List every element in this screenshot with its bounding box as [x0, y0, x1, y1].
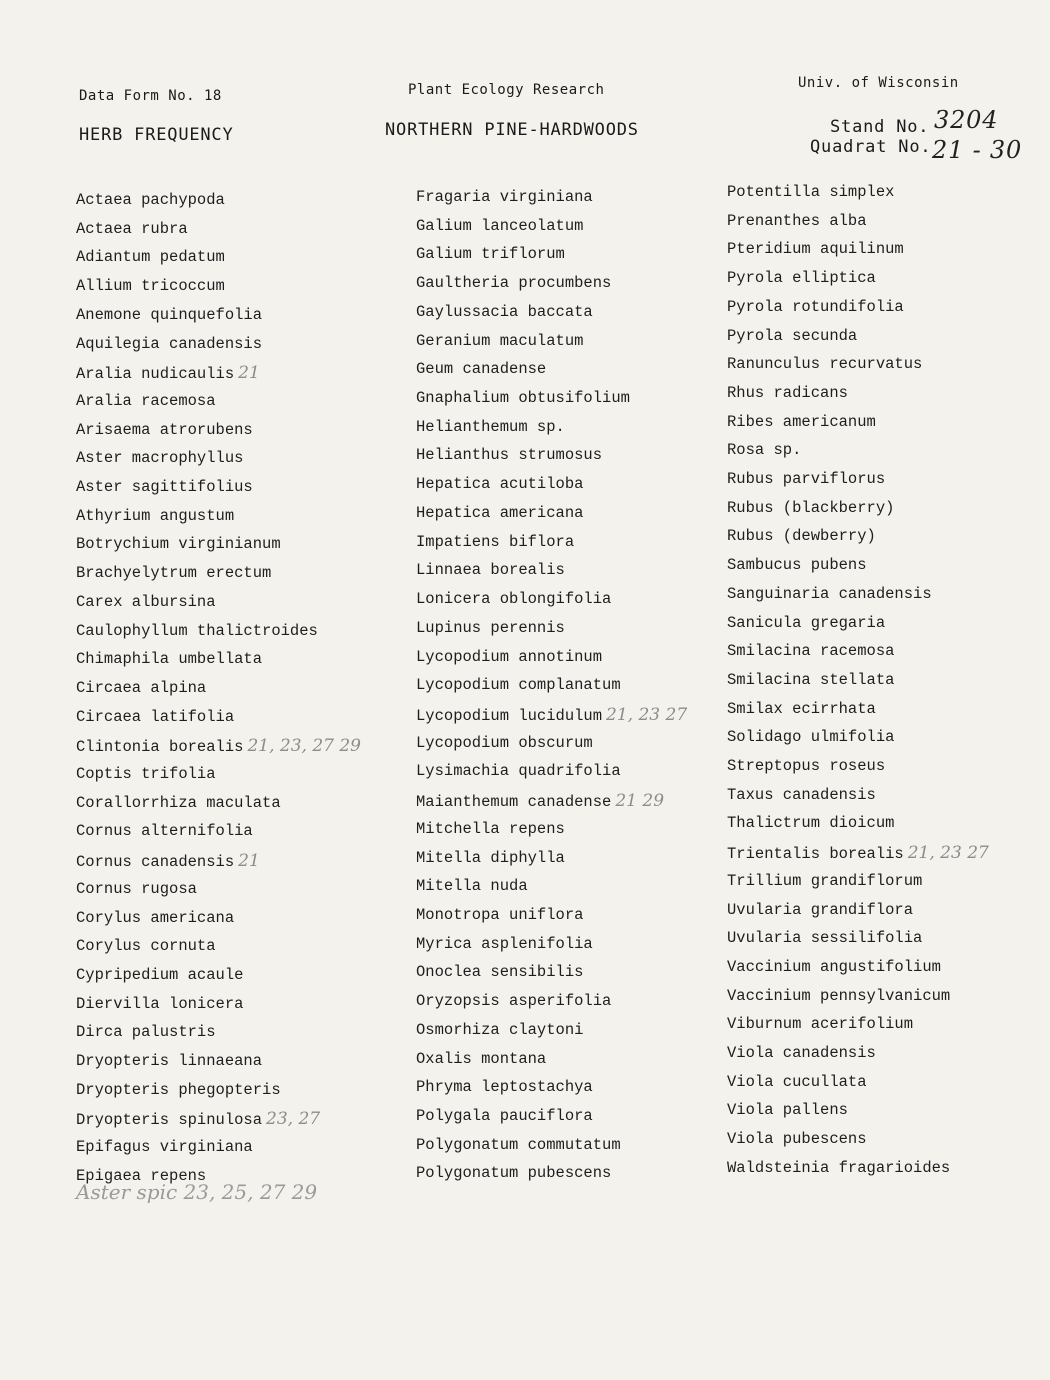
species-entry	[76, 995, 243, 1013]
species-entry	[76, 535, 281, 553]
species-name: Dirca palustris	[76, 1023, 216, 1042]
species-name: Smilacina racemosa	[727, 642, 895, 661]
species-name: Oryzopsis asperifolia	[416, 992, 612, 1011]
species-entry	[76, 880, 197, 898]
species-name: Cornus rugosa	[76, 879, 197, 898]
species-entry	[416, 963, 583, 981]
species-name: Actaea rubra	[76, 219, 188, 238]
species-name: Mitella diphylla	[416, 848, 565, 867]
species-name: Botrychium virginianum	[76, 535, 281, 554]
species-entry	[416, 418, 565, 436]
species-entry	[416, 849, 565, 867]
species-name: Cornus alternifolia	[76, 822, 253, 841]
species-entry	[727, 441, 801, 459]
species-name: Lycopodium lucidulum	[416, 706, 603, 725]
species-entry	[416, 389, 630, 407]
species-name: Chimaphila umbellata	[76, 650, 263, 669]
species-entry	[76, 277, 225, 295]
species-name: Polygala pauciflora	[416, 1107, 593, 1126]
species-name: Prenanthes alba	[727, 211, 867, 230]
species-entry	[727, 327, 857, 345]
species-name: Lycopodium obscurum	[416, 733, 593, 752]
species-entry	[76, 822, 253, 840]
species-name: Carex albursina	[76, 592, 216, 611]
species-name: Actaea pachypoda	[76, 191, 225, 209]
species-entry	[76, 708, 234, 726]
species-entry	[727, 585, 932, 603]
species-name: Rubus (blackberry)	[727, 498, 895, 517]
species-entry	[416, 1078, 593, 1096]
species-entry	[76, 1081, 281, 1099]
species-entry	[727, 183, 894, 201]
species-name: Rubus parviflorus	[727, 470, 886, 488]
species-entry	[416, 504, 583, 522]
species-name: Sanicula gregaria	[727, 613, 886, 632]
species-name: Galium triflorum	[416, 245, 565, 264]
species-entry	[76, 794, 281, 812]
species-entry	[416, 734, 593, 752]
species-entry	[76, 248, 225, 266]
species-entry	[727, 298, 904, 316]
quadrat-note: 21, 23 27	[606, 704, 688, 725]
species-entry	[416, 1136, 621, 1154]
species-entry	[76, 765, 216, 783]
species-name: Cypripedium acaule	[76, 965, 244, 984]
species-name: Brachyelytrum erectum	[76, 564, 272, 583]
species-name: Rhus radicans	[727, 383, 848, 402]
species-name: Fragaria virginiana	[416, 188, 593, 206]
species-name: Galium lanceolatum	[416, 216, 584, 235]
species-name: Viola cucullata	[727, 1072, 867, 1091]
species-name: Pyrola rotundifolia	[727, 297, 904, 316]
form-number: Data Form No. 18	[79, 88, 222, 104]
species-name: Gaylussacia baccata	[416, 302, 593, 321]
species-entry	[76, 392, 216, 410]
species-entry	[416, 360, 546, 378]
species-entry	[416, 475, 583, 493]
community-title: NORTHERN PINE-HARDWOODS	[385, 120, 639, 140]
species-entry	[727, 355, 922, 373]
species-name: Gaultheria procumbens	[416, 274, 612, 293]
species-name: Trillium grandiflorum	[727, 871, 923, 890]
species-entry	[727, 929, 922, 947]
species-name: Aquilegia canadensis	[76, 334, 263, 353]
species-entry	[727, 814, 894, 832]
species-entry	[76, 909, 234, 927]
species-name: Linnaea borealis	[416, 561, 565, 580]
handwritten-extra-species: Aster spic 23, 25, 27 29	[76, 1180, 318, 1204]
species-name: Geum canadense	[416, 360, 547, 379]
species-name: Allium tricoccum	[76, 277, 225, 296]
species-name: Circaea alpina	[76, 678, 207, 697]
species-entry	[727, 413, 876, 431]
species-entry	[76, 1109, 320, 1129]
species-name: Rubus (dewberry)	[727, 527, 876, 546]
species-name: Clintonia borealis	[76, 738, 244, 757]
species-name: Monotropa uniflora	[416, 906, 584, 924]
species-entry	[76, 937, 216, 955]
species-entry	[416, 561, 565, 579]
species-entry	[727, 872, 922, 890]
species-entry	[416, 992, 611, 1010]
species-entry	[76, 564, 271, 582]
species-name: Vaccinium pennsylvanicum	[727, 986, 951, 1005]
species-name: Ranunculus recurvatus	[727, 355, 923, 374]
species-name: Pyrola secunda	[727, 326, 858, 345]
species-entry	[727, 470, 885, 488]
species-entry	[416, 590, 611, 608]
species-entry	[727, 901, 913, 919]
species-name: Uvularia grandiflora	[727, 900, 914, 919]
species-entry	[727, 786, 876, 804]
species-name: Aralia nudicaulis	[76, 365, 235, 384]
species-name: Rosa sp.	[727, 441, 802, 460]
species-entry	[416, 791, 664, 811]
species-name: Polygonatum commutatum	[416, 1135, 621, 1154]
species-entry	[727, 499, 894, 517]
species-entry	[76, 736, 361, 756]
species-entry	[416, 648, 602, 666]
species-entry	[416, 1050, 546, 1068]
quadrat-note: 21	[238, 851, 260, 872]
species-entry	[416, 332, 583, 350]
species-entry	[416, 446, 602, 464]
species-entry	[416, 935, 593, 953]
species-name: Uvularia sessilifolia	[727, 929, 923, 948]
species-entry	[76, 851, 260, 871]
species-name: Epigaea repens	[76, 1166, 207, 1185]
species-name: Viola canadensis	[727, 1044, 876, 1062]
species-name: Lupinus perennis	[416, 618, 565, 637]
species-entry	[416, 188, 593, 206]
research-title: Plant Ecology Research	[408, 82, 605, 98]
species-entry	[76, 478, 253, 496]
species-entry	[76, 306, 262, 324]
species-entry	[727, 527, 876, 545]
species-name: Lycopodium annotinum	[416, 647, 603, 666]
species-entry	[727, 1130, 867, 1148]
species-entry	[727, 1159, 950, 1177]
species-name: Potentilla simplex	[727, 183, 895, 201]
species-entry	[727, 384, 848, 402]
species-entry	[727, 671, 894, 689]
stand-label: Stand No.	[830, 117, 930, 137]
species-name: Circaea latifolia	[76, 707, 235, 726]
species-name: Trientalis borealis	[727, 845, 904, 864]
species-name: Waldsteinia fragarioides	[727, 1158, 951, 1177]
quadrat-note: 21, 23 27	[907, 843, 989, 864]
species-name: Hepatica americana	[416, 503, 584, 522]
species-entry	[76, 622, 318, 640]
species-entry	[727, 614, 885, 632]
species-name: Helianthus strumosus	[416, 446, 603, 465]
species-name: Epifagus virginiana	[76, 1138, 253, 1157]
species-entry	[727, 728, 894, 746]
species-entry	[727, 843, 989, 863]
species-entry	[76, 593, 216, 611]
species-entry	[416, 762, 621, 780]
species-name: Hepatica acutiloba	[416, 475, 584, 494]
species-name: Aster sagittifolius	[76, 478, 253, 496]
species-name: Smilax ecirrhata	[727, 699, 876, 718]
species-entry	[76, 191, 225, 209]
quadrat-value: 21 - 30	[932, 136, 1023, 164]
species-entry	[76, 507, 234, 525]
species-entry	[76, 449, 243, 467]
species-entry	[727, 642, 894, 660]
species-name: Myrica asplenifolia	[416, 934, 593, 953]
species-entry	[76, 220, 188, 238]
quadrat-label: Quadrat No.	[810, 137, 932, 157]
species-name: Dryopteris linnaeana	[76, 1052, 263, 1070]
species-entry	[416, 1107, 593, 1125]
quadrat-note: 21, 23, 27 29	[247, 736, 361, 757]
species-entry	[76, 966, 243, 984]
species-entry	[416, 676, 621, 694]
species-name: Vaccinium angustifolium	[727, 957, 941, 976]
species-name: Gnaphalium obtusifolium	[416, 389, 630, 408]
species-entry	[727, 1101, 848, 1119]
species-entry	[727, 1044, 876, 1062]
species-entry	[416, 820, 565, 838]
species-entry	[416, 705, 687, 725]
species-entry	[727, 269, 876, 287]
species-entry	[727, 240, 904, 258]
species-entry	[76, 650, 262, 668]
species-entry	[76, 363, 260, 383]
species-entry	[416, 217, 583, 235]
species-name: Corylus americana	[76, 908, 235, 927]
species-name: Pteridium aquilinum	[727, 240, 904, 259]
species-name: Maianthemum canadense	[416, 793, 612, 812]
species-name: Helianthemum sp.	[416, 417, 565, 436]
species-entry	[727, 1015, 913, 1033]
species-name: Mitchella repens	[416, 819, 565, 838]
species-name: Viburnum acerifolium	[727, 1015, 914, 1034]
species-name: Dryopteris phegopteris	[76, 1080, 281, 1099]
species-name: Sambucus pubens	[727, 556, 867, 575]
species-name: Oxalis montana	[416, 1049, 547, 1068]
university-name: Univ. of Wisconsin	[798, 75, 959, 91]
quadrat-note: 21 29	[615, 791, 665, 812]
species-entry	[416, 1164, 611, 1182]
species-name: Phryma leptostachya	[416, 1078, 593, 1097]
species-entry	[76, 1023, 216, 1041]
species-name: Sanguinaria canadensis	[727, 584, 932, 603]
species-entry	[76, 335, 262, 353]
species-entry	[416, 533, 574, 551]
species-name: Mitella nuda	[416, 877, 528, 896]
quadrat-note: 21	[238, 363, 260, 384]
species-name: Pyrola elliptica	[727, 269, 876, 288]
species-entry	[76, 679, 206, 697]
species-entry	[76, 1052, 262, 1070]
species-name: Osmorhiza claytoni	[416, 1020, 584, 1039]
species-entry	[416, 245, 565, 263]
species-name: Cornus canadensis	[76, 853, 235, 872]
species-name: Anemone quinquefolia	[76, 305, 263, 324]
species-name: Corallorrhiza maculata	[76, 793, 281, 812]
species-entry	[727, 1073, 867, 1091]
species-entry	[416, 303, 593, 321]
species-name: Geranium maculatum	[416, 331, 584, 350]
form-title: HERB FREQUENCY	[79, 125, 234, 145]
species-entry	[416, 619, 565, 637]
species-entry	[727, 700, 876, 718]
species-name: Polygonatum pubescens	[416, 1164, 612, 1183]
species-name: Dryopteris spinulosa	[76, 1111, 263, 1130]
species-name: Lonicera oblongifolia	[416, 590, 612, 609]
stand-value: 3204	[934, 106, 999, 134]
species-name: Adiantum pedatum	[76, 248, 225, 267]
species-name: Solidago ulmifolia	[727, 728, 895, 747]
species-name: Onoclea sensibilis	[416, 963, 584, 982]
species-entry	[727, 556, 867, 574]
species-name: Aster macrophyllus	[76, 449, 244, 468]
species-name: Lysimachia quadrifolia	[416, 762, 621, 781]
species-name: Athyrium angustum	[76, 506, 235, 525]
species-entry	[727, 212, 867, 230]
species-entry	[727, 757, 885, 775]
species-entry	[416, 1021, 583, 1039]
species-name: Taxus canadensis	[727, 785, 876, 804]
species-name: Aralia racemosa	[76, 391, 216, 410]
species-entry	[416, 274, 611, 292]
species-name: Diervilla lonicera	[76, 994, 244, 1013]
quadrat-note: 23, 27	[266, 1109, 321, 1130]
species-name: Smilacina stellata	[727, 670, 895, 689]
species-name: Viola pallens	[727, 1101, 848, 1120]
species-entry	[76, 1138, 253, 1156]
species-entry	[727, 987, 950, 1005]
species-name: Streptopus roseus	[727, 757, 886, 775]
species-name: Impatiens biflora	[416, 532, 575, 551]
species-name: Viola pubescens	[727, 1130, 867, 1149]
species-name: Corylus cornuta	[76, 937, 216, 956]
species-entry	[416, 906, 583, 924]
species-entry	[727, 958, 941, 976]
species-entry	[76, 421, 253, 439]
species-name: Arisaema atrorubens	[76, 420, 253, 439]
species-name: Coptis trifolia	[76, 765, 216, 783]
species-name: Caulophyllum thalictroides	[76, 621, 318, 640]
species-name: Thalictrum dioicum	[727, 814, 895, 833]
species-name: Ribes americanum	[727, 412, 876, 431]
species-name: Lycopodium complanatum	[416, 676, 621, 695]
species-entry	[416, 877, 528, 895]
